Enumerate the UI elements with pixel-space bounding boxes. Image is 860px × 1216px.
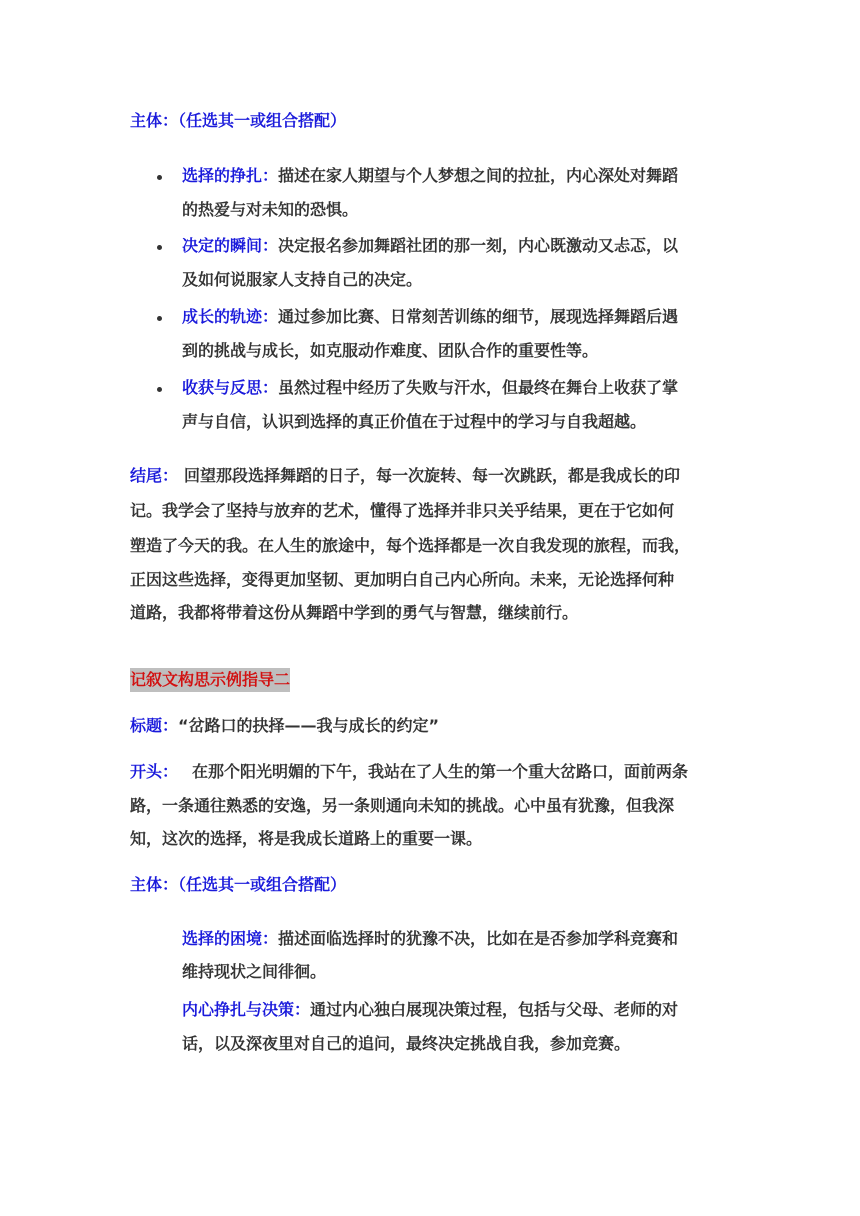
ending-text: 记。我学会了坚持与放弃的艺术，懂得了选择并非只关乎结果，更在于它如何 — [130, 501, 675, 520]
item-text: 虽然过程中经历了失败与汗水，但最终在舞台上收获了掌 — [278, 378, 679, 397]
item-label: 选择的困境： — [182, 929, 279, 948]
bullet-icon — [157, 245, 162, 250]
section-heading-text: 记叙文构思示例指导二 — [130, 668, 290, 692]
bullet-icon — [157, 387, 162, 392]
item-text: 决定报名参加舞蹈社团的那一刻，内心既激动又忐忑，以 — [278, 236, 679, 255]
item-label: 收获与反思： — [182, 378, 279, 397]
title-line — [130, 716, 439, 736]
main-body-label: 主体：（任选其一或组合搭配） — [130, 875, 347, 894]
list-item — [182, 307, 678, 327]
list-item — [182, 166, 678, 186]
title-label: 标题： — [130, 716, 179, 735]
item-text: 通过内心独白展现决策过程，包括与父母、老师的对 — [310, 1000, 679, 1019]
item-text-continued: 维持现状之间徘徊。 — [182, 962, 327, 981]
section-heading — [130, 670, 290, 690]
item-label: 成长的轨迹： — [182, 307, 279, 326]
bullet-icon — [157, 316, 162, 321]
list-item — [182, 378, 678, 398]
ending-text: 塑造了今天的我。在人生的旅途中，每个选择都是一次自我发现的旅程，而我， — [130, 536, 691, 555]
list-item — [182, 236, 678, 256]
item-text-continued: 的热爱与对未知的恐惧。 — [182, 200, 359, 219]
item-text-continued: 到的挑战与成长，如克服动作难度、团队合作的重要性等。 — [182, 341, 599, 360]
item-label: 内心挣扎与决策： — [182, 1000, 311, 1019]
ending-label: 结尾： — [130, 466, 179, 485]
item-label: 决定的瞬间： — [182, 236, 279, 255]
opening-paragraph-line — [130, 762, 688, 782]
ending-text: 回望那段选择舞蹈的日子，每一次旋转、每一次跳跃，都是我成长的印 — [184, 466, 681, 485]
ending-paragraph-line — [130, 466, 680, 486]
opening-text: 在那个阳光明媚的下午，我站在了人生的第一个重大岔路口，面前两条 — [192, 762, 689, 781]
item-text-continued: 及如何说服家人支持自己的决定。 — [182, 270, 423, 289]
list-item — [182, 1000, 678, 1020]
item-text: 描述在家人期望与个人梦想之间的拉扯，内心深处对舞蹈 — [278, 166, 679, 185]
main-body-label: 主体：（任选其一或组合搭配） — [130, 111, 347, 130]
item-text: 描述面临选择时的犹豫不决，比如在是否参加学科竞赛和 — [278, 929, 679, 948]
item-text-continued: 话，以及深夜里对自己的追问，最终决定挑战自我，参加竞赛。 — [182, 1034, 631, 1053]
opening-label: 开头： — [130, 762, 179, 781]
ending-text: 正因这些选择，变得更加坚韧、更加明白自己内心所向。未来，无论选择何种 — [130, 570, 675, 589]
bullet-icon — [157, 175, 162, 180]
item-text-continued: 声与自信，认识到选择的真正价值在于过程中的学习与自我超越。 — [182, 412, 647, 431]
ending-text: 道路，我都将带着这份从舞蹈中学到的勇气与智慧，继续前行。 — [130, 603, 579, 622]
opening-text: 路，一条通往熟悉的安逸，另一条则通向未知的挑战。心中虽有犹豫，但我深 — [130, 796, 675, 815]
item-label: 选择的挣扎： — [182, 166, 279, 185]
list-item — [182, 929, 678, 949]
opening-text: 知，这次的选择，将是我成长道路上的重要一课。 — [130, 829, 483, 848]
title-text: “岔路口的抉择——我与成长的约定” — [178, 716, 440, 735]
item-text: 通过参加比赛、日常刻苦训练的细节，展现选择舞蹈后遇 — [278, 307, 679, 326]
